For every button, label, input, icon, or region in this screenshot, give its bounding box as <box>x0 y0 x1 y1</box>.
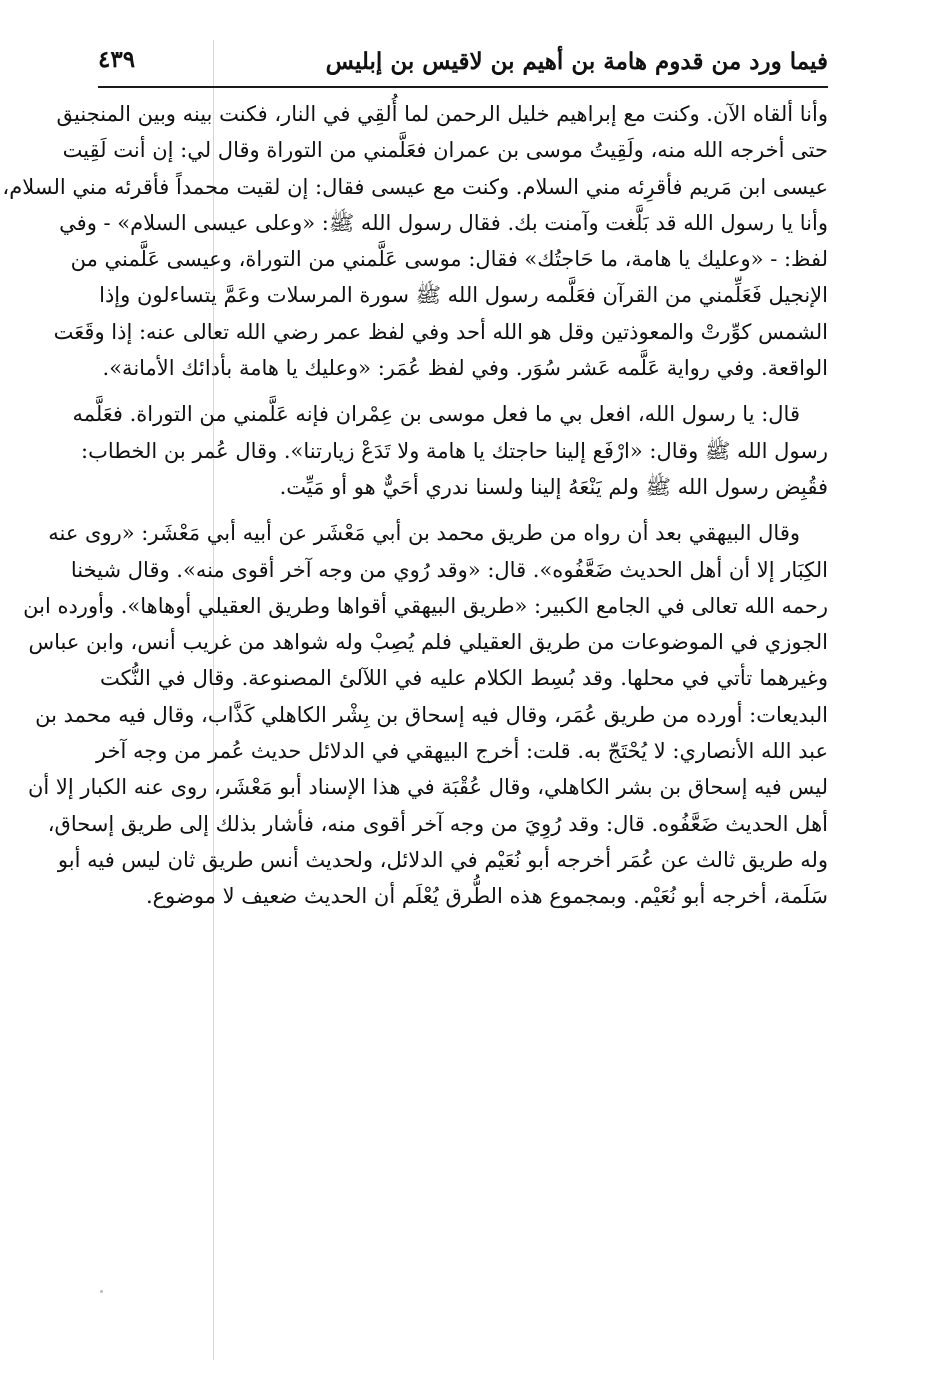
text-line: ليس فيه إسحاق بن بشر الكاهلي، وقال عُقْبَة في هذا الإسناد أبو مَعْشَر، روى عنه الكبار إلا أن <box>27 775 828 800</box>
text-line: قال: يا رسول الله، افعل بي ما فعل موسى بن عِمْران فإنه عَلَّمني من التوراة. فعَلَّمه <box>72 402 800 427</box>
paragraph-2 <box>72 396 828 505</box>
paragraph-1 <box>2 96 828 386</box>
text-line: عبد الله الأنصاري: لا يُحْتَجّ به. قلت: أخرج البيهقي في الدلائل حديث عُمر من وجه آخر <box>95 739 828 764</box>
text-line: الإنجيل فَعَلِّمني من القرآن فعَلَّمه رسول الله ﷺ سورة المرسلات وعَمَّ يتساءلون وإذا <box>99 283 828 308</box>
text-line: وقال البيهقي بعد أن رواه من طريق محمد بن أبي مَعْشَر عن أبيه أبي مَعْشَر: «روى عنه <box>48 521 800 546</box>
text-line: فقُبِض رسول الله ﷺ ولم يَنْعَهُ إلينا ولسنا ندري أحَيٌّ هو أو مَيِّت. <box>279 474 828 499</box>
text-line: لفظ: - «وعليك يا هامة، ما حَاجتُك» فقال: موسى عَلَّمني من التوراة، وعيسى عَلَّمني من <box>70 247 828 272</box>
page-body <box>2 96 828 915</box>
text-line: حتى أخرجه الله منه، ولَقِيتُ موسى بن عمران فعَلَّمني من التوراة وقال لي: إن أنت لَقِيت <box>62 138 828 163</box>
text-line: وأنا يا رسول الله قد بَلَّغت وآمنت بك. فقال رسول الله ﷺ: «وعلى عيسى السلام» - وفي <box>59 210 828 235</box>
text-line: وغيرهما تأتي في محلها. وقد بُسِط الكلام عليه في اللآلئ المصنوعة. وقال في النُّكت <box>100 666 828 691</box>
text-line: أهل الحديث ضَعَّفُوه. قال: وقد رُوِيَ من وجه آخر أقوى منه، فأشار بذلك إلى طريق إسحاق، <box>47 811 828 836</box>
text-line: عيسى ابن مَريم فأقرِئه مني السلام. وكنت مع عيسى فقال: إن لقيت محمداً فأقرئه مني السلام، <box>2 174 828 199</box>
running-header <box>98 42 828 82</box>
text-line: وله طريق ثالث عن عُمَر أخرجه أبو نُعَيْم في الدلائل، ولحديث أنس طريق ثان ليس فيه أبو <box>57 847 828 872</box>
text-line: الكِبَار إلا أن أهل الحديث ضَعَّفُوه». قال: «وقد رُوي من وجه آخر أقوى منه». وقال شيخنا <box>70 557 828 582</box>
text-line: وأنا ألقاه الآن. وكنت مع إبراهيم خليل الرحمن لما أُلقِي في النار، فكنت بينه وبين المنجنيق <box>56 102 828 126</box>
text-line: رحمه الله تعالى في الجامع الكبير: «طريق البيهقي أقواها وطريق العقيلي أوهاها». وأورده ابن <box>23 593 828 618</box>
text-line: سَلَمة، أخرجه أبو نُعَيْم. وبمجموع هذه الطُّرق يُعْلَم أن الحديث ضعيف لا موضوع. <box>145 884 828 909</box>
text-line: الجوزي في الموضوعات من طريق العقيلي فلم يُصِبْ وله شواهد من غريب أنس، وابن عباس <box>28 630 828 655</box>
text-line: رسول الله ﷺ وقال: «ارْفَع إلينا حاجتك يا هامة ولا تَدَعْ زيارتنا». وقال عُمر بن الخطاب: <box>81 438 828 463</box>
text-line: الشمس كوِّرتْ والمعوذتين وقل هو الله أحد وفي لفظ عمر رضي الله تعالى عنه: إذا وقَعَت <box>53 319 828 344</box>
scan-speck <box>100 1290 103 1293</box>
header-rule <box>98 86 828 88</box>
running-header-title: فيما ورد من قدوم هامة بن أهيم بن لاقيس بن إبليس <box>325 48 828 75</box>
text-line: البديعات: أورده من طريق عُمَر، وقال فيه إسحاق بن بِشْر الكاهلي كَذَّاب، وقال فيه محمد بن <box>35 702 828 727</box>
paragraph-3 <box>23 515 828 914</box>
page-number: ٤٣٩ <box>98 46 136 73</box>
text-line: الواقعة. وفي رواية عَلَّمه عَشر سُوَر. وفي لفظ عُمَر: «وعليك يا هامة بأدائك الأمانة». <box>102 356 828 381</box>
